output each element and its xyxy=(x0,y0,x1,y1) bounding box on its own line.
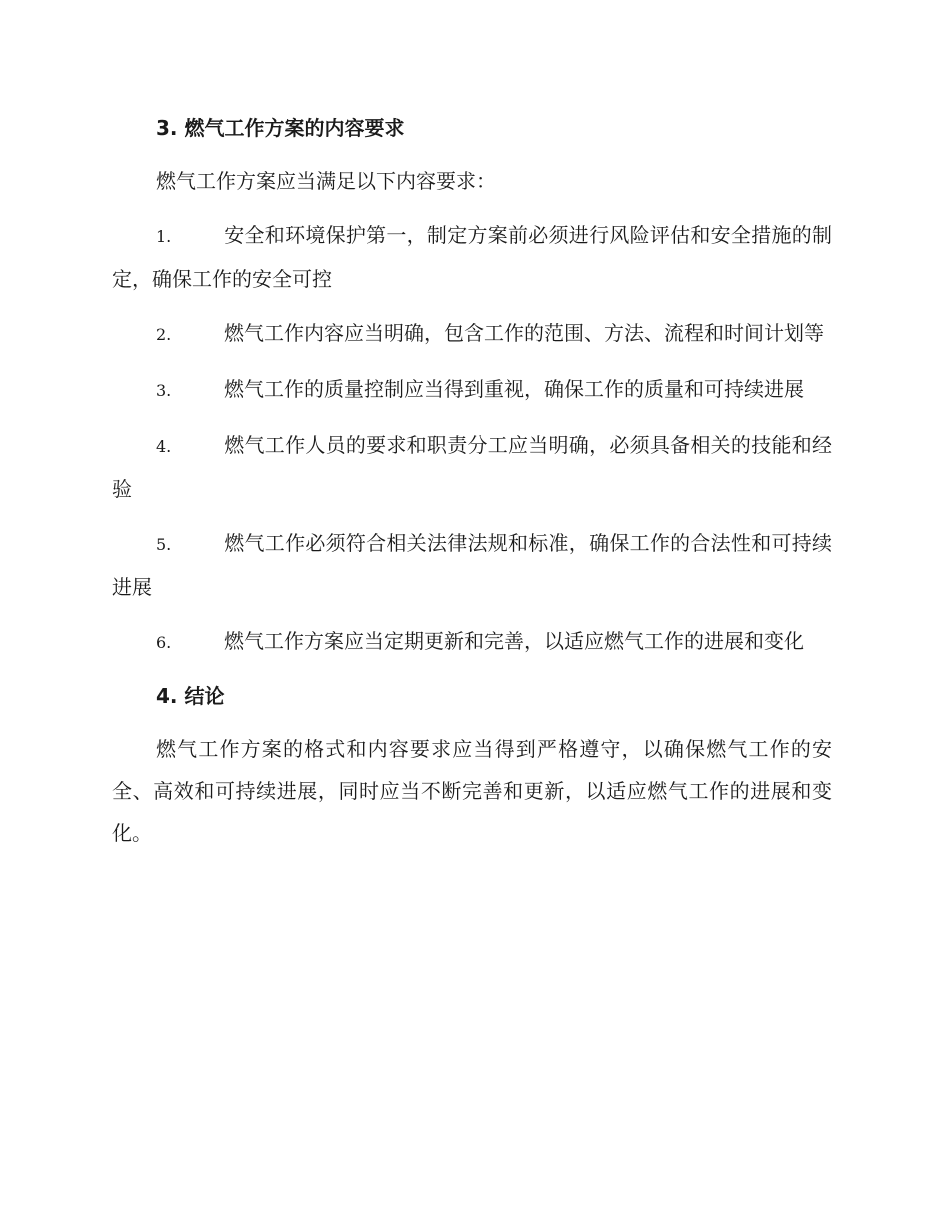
list-item xyxy=(112,424,832,510)
list-item-number: 4. xyxy=(156,437,172,456)
section-4-heading: 4. 结论 xyxy=(156,684,225,708)
document-page xyxy=(112,108,832,866)
list-item-text: 燃气工作内容应当明确，包含工作的范围、方法、流程和时间计划等 xyxy=(224,321,824,345)
list-item xyxy=(112,522,832,608)
list-item-number: 5. xyxy=(156,535,172,554)
list-item xyxy=(112,214,832,300)
list-item-text: 燃气工作的质量控制应当得到重视，确保工作的质量和可持续进展 xyxy=(224,377,804,401)
list-item-number: 3. xyxy=(156,381,172,400)
list-item xyxy=(112,368,832,412)
list-item-text: 燃气工作方案应当定期更新和完善，以适应燃气工作的进展和变化 xyxy=(224,629,804,653)
list-item-number: 2. xyxy=(156,325,172,344)
list-item-text: 安全和环境保护第一，制定方案前必须进行风险评估和安全措施的制定，确保工作的安全可控 xyxy=(112,223,832,291)
list-item-number: 1. xyxy=(156,227,172,246)
list-item xyxy=(112,312,832,356)
section-4-body: 燃气工作方案的格式和内容要求应当得到严格遵守，以确保燃气工作的安全、高效和可持续进展，同时应当不断完善和更新，以适应燃气工作的进展和变化。 xyxy=(112,737,832,845)
section-3-heading: 3. 燃气工作方案的内容要求 xyxy=(156,116,405,140)
list-item-text: 燃气工作必须符合相关法律法规和标准，确保工作的合法性和可持续进展 xyxy=(112,531,832,599)
requirements-list xyxy=(112,214,832,664)
list-item-text: 燃气工作人员的要求和职责分工应当明确，必须具备相关的技能和经验 xyxy=(112,433,832,501)
section-3-intro: 燃气工作方案应当满足以下内容要求： xyxy=(156,169,496,193)
list-item xyxy=(112,620,832,664)
list-item-number: 6. xyxy=(156,633,172,652)
